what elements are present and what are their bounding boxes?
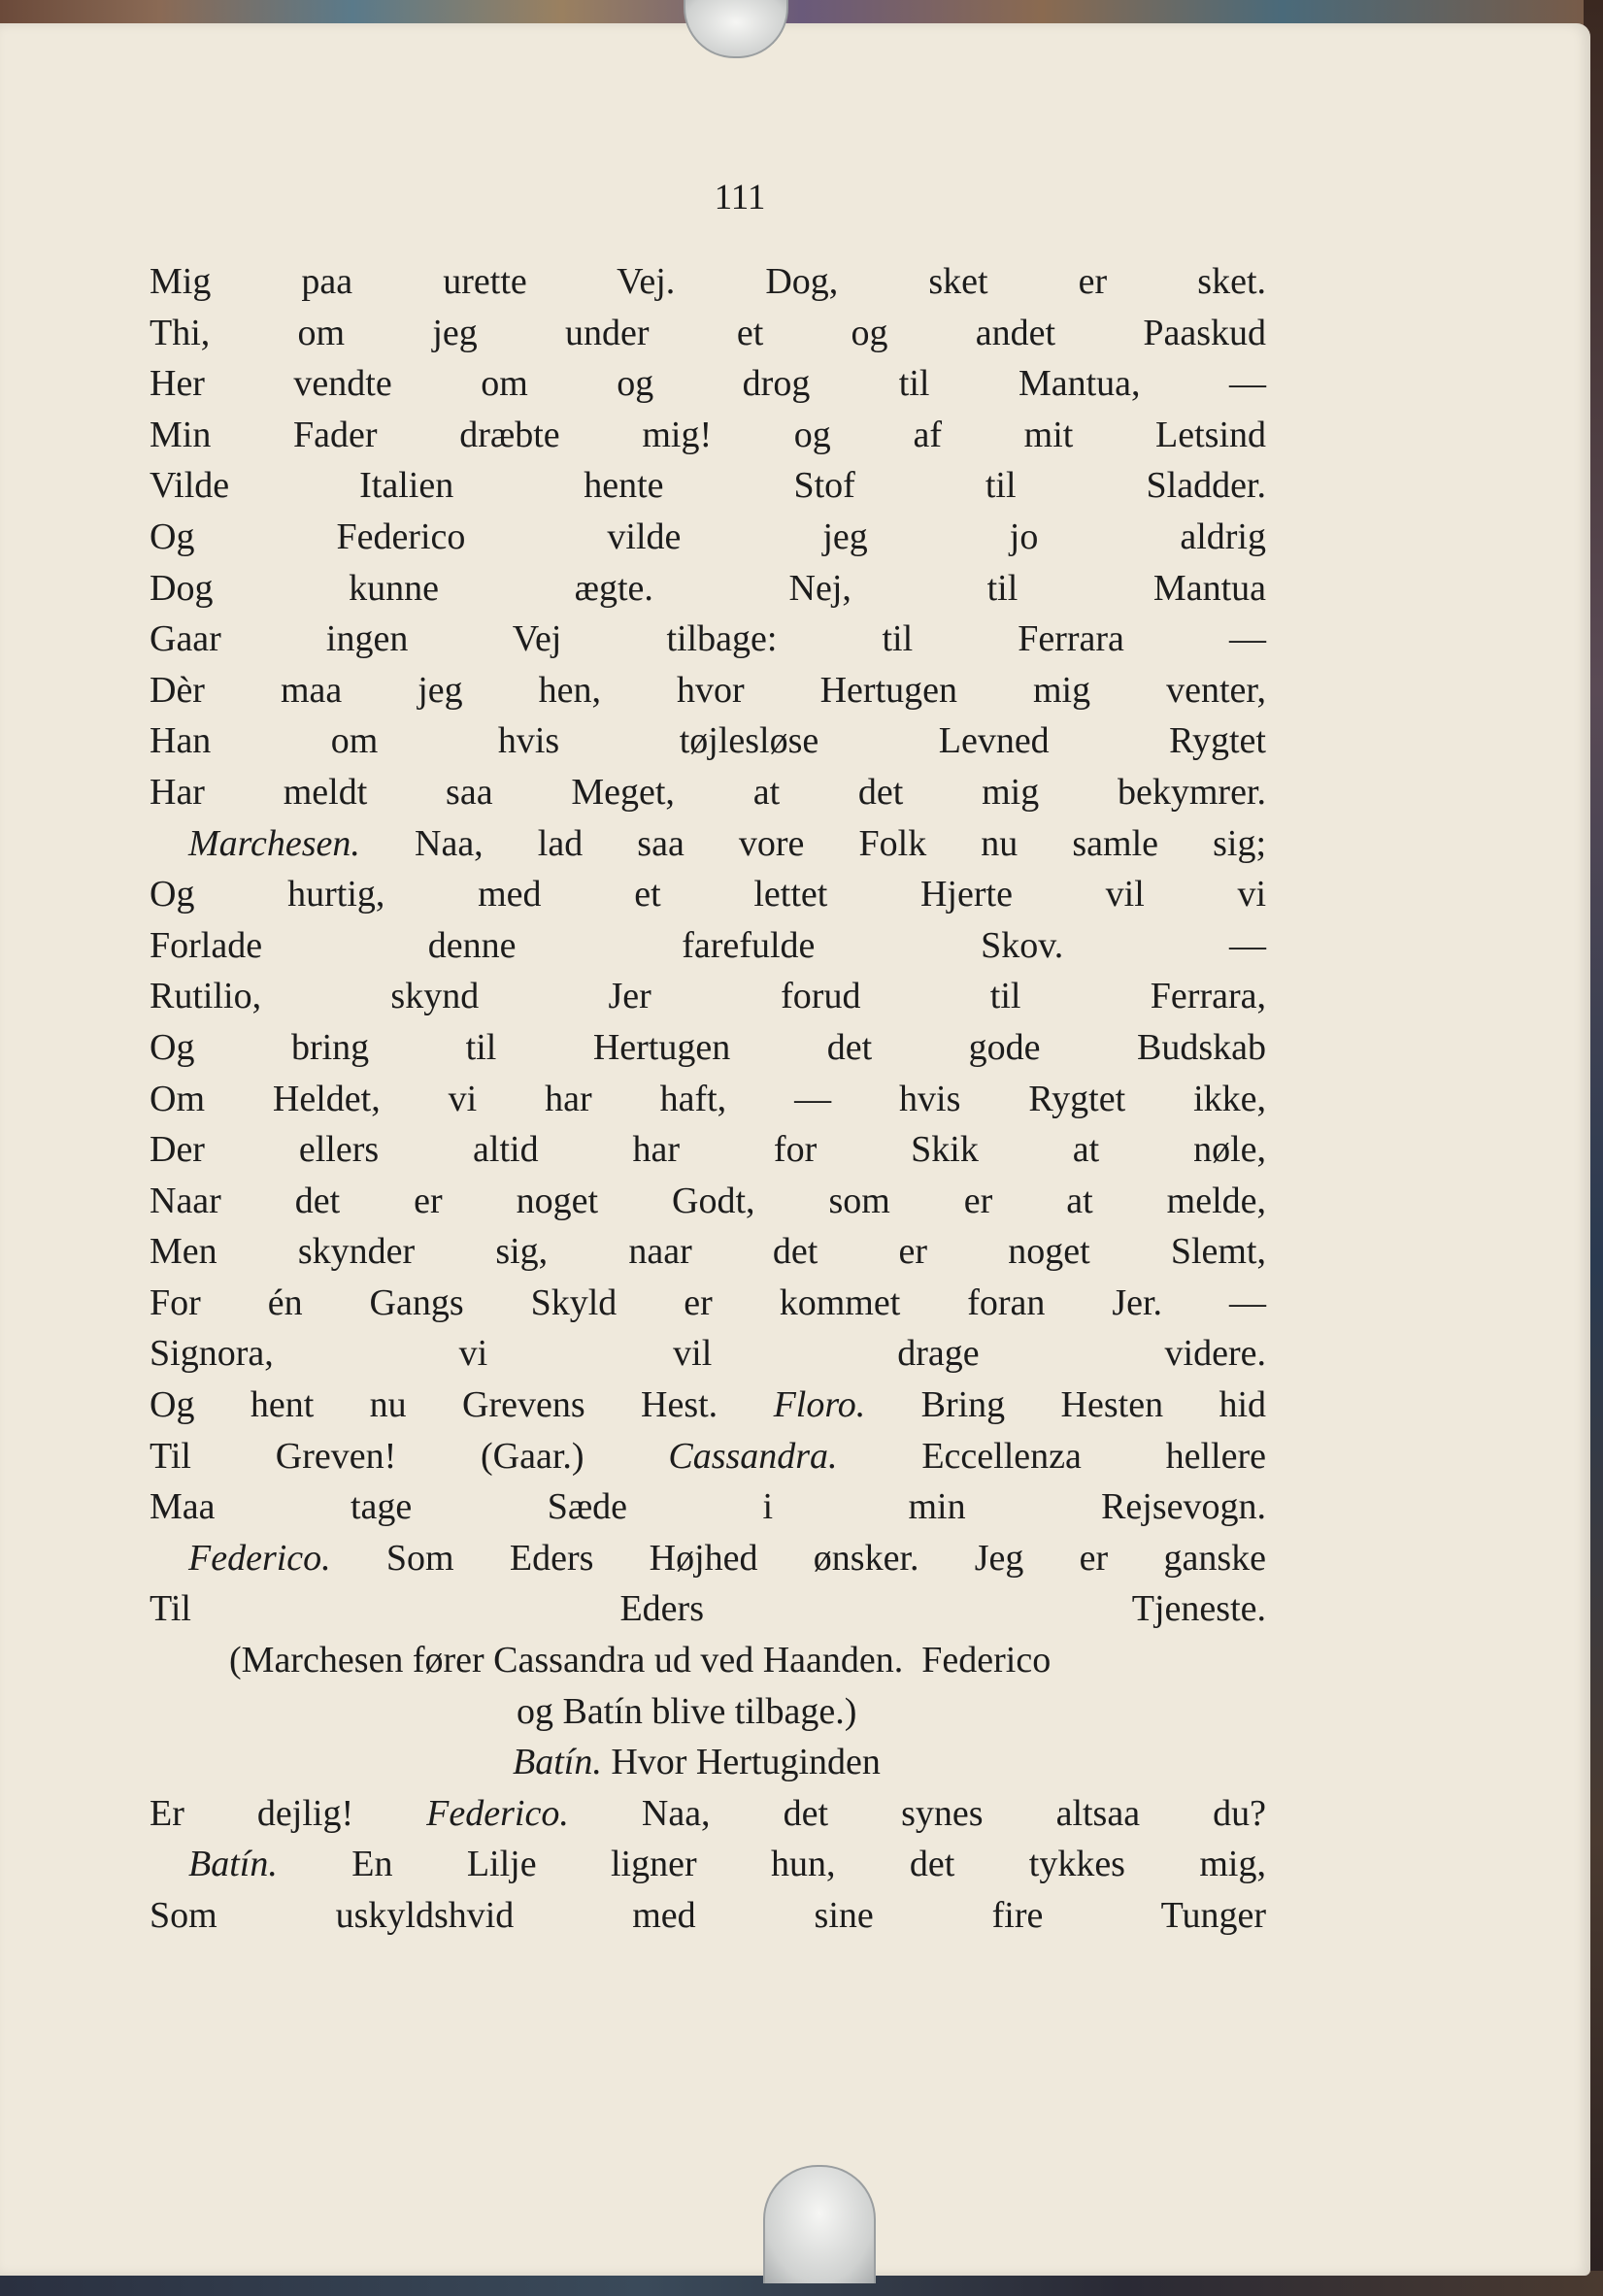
verse-line: Han om hvis tøjlesløse Levned Rygtet — [150, 720, 1266, 762]
verse-line-speaker: Batín. En Lilje ligner hun, det tykkes mig, — [188, 1844, 1266, 1885]
page-number: 111 — [714, 178, 766, 217]
verse-line: Som uskyldshvid med sine fire Tunger — [150, 1895, 1266, 1936]
speaker-name: Batín. — [188, 1844, 278, 1885]
verse-line: Signora, vi vil drage videre. — [150, 1333, 1266, 1375]
speaker-name: Marchesen. — [188, 822, 360, 864]
verse-line: Og hurtig, med et lettet Hjerte vil vi — [150, 874, 1266, 915]
verse-line: Mig paa urette Vej. Dog, sket er sket. — [150, 261, 1266, 302]
speaker-name: Federico. — [188, 1537, 331, 1579]
page-clip-bottom — [763, 2165, 876, 2283]
verse-line: Naar det er noget Godt, som er at melde, — [150, 1180, 1266, 1221]
verse-line: Maa tage Sæde i min Rejsevogn. — [150, 1486, 1266, 1528]
verse-line-speaker: Batín. Hvor Hertuginden — [513, 1742, 881, 1783]
stage-direction: og Batín blive tilbage.) — [517, 1690, 857, 1732]
speaker-name: Floro. — [773, 1384, 866, 1426]
verse-line: Her vendte om og drog til Mantua, — — [150, 363, 1266, 405]
verse-line: Om Heldet, vi har haft, — hvis Rygtet ikke, — [150, 1078, 1266, 1119]
speaker-name: Federico. — [426, 1792, 569, 1834]
stage-direction: (Marchesen fører Cassandra ud ved Haanden. Federico — [229, 1640, 1052, 1681]
verse-line: Og Federico vilde jeg jo aldrig — [150, 516, 1266, 557]
verse-line-speaker: Og hent nu Grevens Hest. Floro. Bring Hesten hid — [150, 1384, 1267, 1426]
verse-text — [150, 256, 1266, 1942]
verse-line: Vilde Italien hente Stof til Sladder. — [150, 465, 1266, 507]
verse-line-speaker: Er dejlig! Federico. Naa, det synes altsaa du? — [150, 1792, 1266, 1834]
verse-line: Rutilio, skynd Jer forud til Ferrara, — [150, 976, 1266, 1017]
verse-line: Til Eders Tjeneste. — [150, 1588, 1266, 1630]
verse-line-speaker: Federico. Som Eders Højhed ønsker. Jeg er ganske — [188, 1537, 1266, 1579]
verse-line: Thi, om jeg under et og andet Paaskud — [150, 312, 1266, 353]
speaker-name: Batín. — [513, 1742, 602, 1783]
verse-line: For én Gangs Skyld er kommet foran Jer. — — [150, 1281, 1266, 1323]
verse-line: Dèr maa jeg hen, hvor Hertugen mig venter, — [150, 669, 1266, 711]
verse-line: Dog kunne ægte. Nej, til Mantua — [150, 567, 1266, 609]
verse-line: Min Fader dræbte mig! og af mit Letsind — [150, 414, 1266, 455]
verse-line: Forlade denne farefulde Skov. — — [150, 924, 1266, 966]
verse-line-speaker: Marchesen. Naa, lad saa vore Folk nu samle sig; — [188, 822, 1266, 864]
verse-line: Har meldt saa Meget, at det mig bekymrer. — [150, 771, 1266, 813]
verse-line: Og bring til Hertugen det gode Budskab — [150, 1026, 1266, 1068]
verse-line: Der ellers altid har for Skik at nøle, — [150, 1129, 1266, 1171]
verse-line: Gaar ingen Vej tilbage: til Ferrara — — [150, 618, 1266, 660]
verse-line-speaker: Til Greven! (Gaar.) Cassandra. Eccellenza hellere — [150, 1435, 1266, 1477]
speaker-name: Cassandra. — [668, 1435, 838, 1477]
verse-line: Men skynder sig, naar det er noget Slemt, — [150, 1231, 1266, 1273]
